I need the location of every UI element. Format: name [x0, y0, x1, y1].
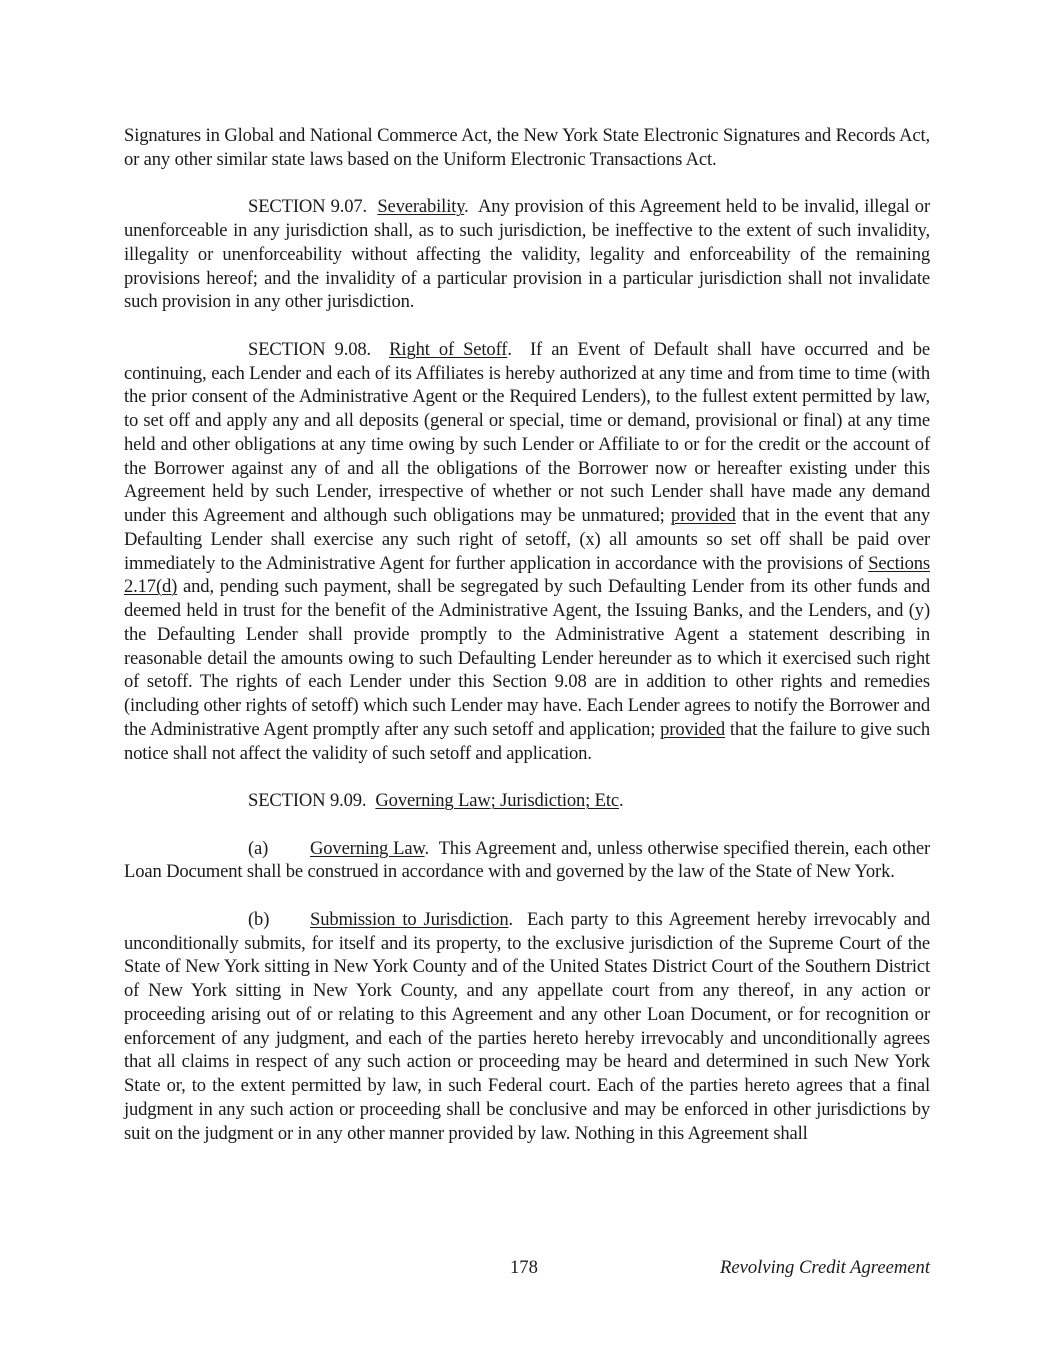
section-body-part: If an Event of Default shall have occurred and be continuing, each Lender and each of its Affiliates is hereby authorized at any time and from time to time (with the prior consent of the Administrative Agent or the Required Lenders), to the fullest extent permitted by law, to set off and apply any and all deposits (general or special, time or demand, provisional or final) at any time held and other obligations at any time owing by such Lender or Affiliate to or for the credit or the account of the Borrower against any of and all the obligations of the Borrower now or hereafter existing under this Agreement held by such Lender, irrespective of whether or not such Lender shall have made any demand under this Agreement and although such obligations may be unmatured; [124, 338, 931, 526]
section-9-07: SECTION 9.07. Severability. Any provision of this Agreement held to be invalid, illegal or unenforceable in any jurisdiction shall, as to such jurisdiction, be ineffective to the extent of such invalidity, illegality or unenforceability without affecting the validity, legality and enforceability of the remaining provisions hereof; and the invalidity of a particular provision in a particular jurisdiction shall not invalidate such provision in any other jurisdiction. [124, 196, 930, 313]
subsection-label: (a) [248, 837, 269, 859]
document-page [124, 124, 930, 1145]
paragraph-gap [124, 884, 930, 908]
subsection-title: Submission to Jurisdiction [310, 908, 509, 930]
section-body-part: that the failure to give such notice shall not affect the validity of such setoff and application. [124, 718, 931, 764]
sections-cross-reference: Sections 2.17(d) [124, 552, 931, 598]
section-9-08: SECTION 9.08. Right of Setoff. If an Event of Default shall have occurred and be continuing, each Lender and each of its Affiliates is hereby authorized at any time and from time to time (with the prior consent of the Administrative Agent or the Required Lenders), to the fullest extent permitted by law, to set off and apply any and all deposits (general or special, time or demand, provisional or final) at any time held and other obligations at any time owing by such Lender or Affiliate to or for the credit or the account of the Borrower against any of and all the obligations of the Borrower now or hereafter existing under this Agreement held by such Lender, irrespective of whether or not such Lender shall have made any demand under this Agreement and although such obligations may be unmatured; provided that in the event that any Defaulting Lender shall exercise any such right of setoff, (x) all amounts so set off shall be paid over immediately to the Administrative Agent for further application in accordance with the provisions of Sections 2.17(d) and, pending such payment, shall be segregated by such Defaulting Lender from its other funds and deemed held in trust for the benefit of the Administrative Agent, the Issuing Banks, and the Lenders, and (y) the Defaulting Lender shall provide promptly to the Administrative Agent a statement describing in reasonable detail the amounts owing to such Defaulting Lender hereunder as to which it exercised such right of setoff. The rights of each Lender under this Section 9.08 are in addition to other rights and remedies (including other rights of setoff) which such Lender may have. Each Lender agrees to notify the Borrower and the Administrative Agent promptly after any such setoff and application; provided that the failure to give such notice shall not affect the validity of such setoff and application. [124, 338, 931, 764]
paragraph-gap [124, 314, 930, 338]
section-number: SECTION 9.09. [248, 790, 367, 811]
subsection-body: Each party to this Agreement hereby irrevocably and unconditionally submits, for itself and its property, to the exclusive jurisdiction of the Supreme Court of the State of New York sitting in New York County and of the United States District Court of the Southern District of New York sitting in New York County, and any appellate court from any thereof, in any action or proceeding arising out of or relating to this Agreement and any other Loan Document, or for recognition or enforcement of any judgment, and each of the parties hereto hereby irrevocably and unconditionally agrees that all claims in respect of any such action or proceeding may be heard and determined in such New York State or, to the extent permitted by law, in such Federal court. Each of the parties hereto agrees that a final judgment in any such action or proceeding shall be conclusive and may be enforced in other jurisdictions by suit on the judgment or in any other manner provided by law. Nothing in this Agreement shall [124, 908, 930, 1144]
subsection-label: (b) [248, 908, 270, 930]
provided-term: provided [660, 718, 726, 740]
section-title: Governing Law; Jurisdiction; Etc [375, 790, 619, 811]
section-body: Any provision of this Agreement held to be invalid, illegal or unenforceable in any jurisdiction shall, as to such jurisdiction, be ineffective to the extent of such invalidity, illegality or unenforceability without affecting the validity, legality and enforceability of the remaining provisions hereof; and the invalidity of a particular provision in a particular jurisdiction shall not invalidate such provision in any other jurisdiction. [124, 196, 930, 313]
paragraph-gap [124, 172, 930, 196]
continuation-text: Signatures in Global and National Commerce Act, the New York State Electronic Signatures and Records Act, or any other similar state laws based on the Uniform Electronic Transactions Act. [124, 125, 930, 170]
paragraph-gap [124, 813, 930, 837]
subsection-a: (a) Governing Law. This Agreement and, unless otherwise specified therein, each other Loan Document shall be construed in accordance with and governed by the law of the State of New York. [124, 837, 930, 883]
subsection-title: Governing Law [310, 837, 425, 859]
paragraph-gap [124, 765, 930, 789]
section-number: SECTION 9.08. [248, 338, 371, 360]
section-body-part: and, pending such payment, shall be segregated by such Defaulting Lender from its other funds and deemed held in trust for the benefit of the Administrative Agent, the Issuing Banks, and the Lenders, and (y) the Defaulting Lender shall provide promptly to the Administrative Agent a statement describing in reasonable detail the amounts owing to such Defaulting Lender hereunder as to which it exercised such right of setoff. The rights of each Lender under this Section 9.08 are in addition to other rights and remedies (including other rights of setoff) which such Lender may have. Each Lender agrees to notify the Borrower and the Administrative Agent promptly after any such setoff and application; [124, 576, 930, 740]
subsection-b: (b) Submission to Jurisdiction. Each party to this Agreement hereby irrevocably and unconditionally submits, for itself and its property, to the exclusive jurisdiction of the Supreme Court of the State of New York sitting in New York County and of the United States District Court of the Southern District of New York sitting in New York County, and any appellate court from any thereof, in any action or proceeding arising out of or relating to this Agreement and any other Loan Document, or for recognition or enforcement of any judgment, and each of the parties hereto hereby irrevocably and unconditionally agrees that all claims in respect of any such action or proceeding may be heard and determined in such New York State or, to the extent permitted by law, in such Federal court. Each of the parties hereto agrees that a final judgment in any such action or proceeding shall be conclusive and may be enforced in other jurisdictions by suit on the judgment or in any other manner provided by law. Nothing in this Agreement shall [124, 908, 930, 1144]
provided-term: provided [670, 505, 736, 526]
page-footer [124, 1256, 930, 1280]
section-title: Right of Setoff [389, 338, 508, 360]
section-title: Severability [377, 196, 465, 218]
section-number: SECTION 9.07. [248, 196, 368, 218]
continuation-paragraph [124, 124, 930, 172]
subsection-body: This Agreement and, unless otherwise specified therein, each other Loan Document shall be construed in accordance with and governed by the law of the State of New York. [124, 837, 930, 883]
document-title: Revolving Credit Agreement [720, 1257, 930, 1278]
page-number: 178 [510, 1257, 538, 1278]
section-body-part: that in the event that any Defaulting Lender shall exercise any such right of setoff, (x) all amounts so set off shall be paid over immediately to the Administrative Agent for further application in accordance with the provisions of [124, 505, 931, 574]
section-9-09-heading: SECTION 9.09. Governing Law; Jurisdiction; Etc. [248, 790, 624, 811]
